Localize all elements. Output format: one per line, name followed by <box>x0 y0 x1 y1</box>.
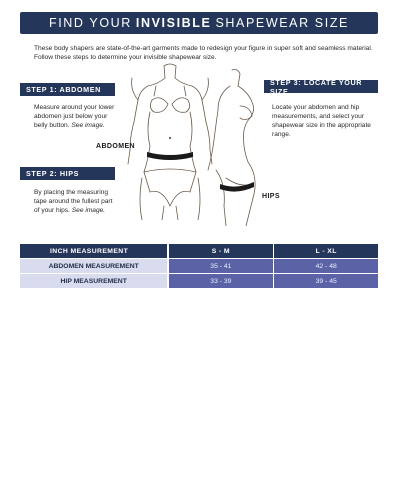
cell-hip-l-xl: 39 - 45 <box>274 274 378 288</box>
step-3-label: STEP 3: LOCATE YOUR SIZE <box>264 80 378 93</box>
side-body-illustration <box>196 66 276 226</box>
title-strong: INVISIBLE <box>135 16 212 30</box>
row-label-hip: HIP MEASUREMENT <box>20 274 167 288</box>
title-banner <box>20 12 378 34</box>
cell-abdomen-s-m: 35 - 41 <box>169 259 272 273</box>
step-2-note: See image. <box>71 207 106 214</box>
table-row <box>20 259 378 273</box>
hips-figure-label: HIPS <box>262 193 280 200</box>
title-lead: FIND YOUR <box>48 16 132 30</box>
step-3-body: Locate your abdomen and hip measurements, and select your shapewear size in the appropriate range. <box>272 104 371 138</box>
step-2-label: STEP 2: HIPS <box>20 167 115 180</box>
table-row <box>20 274 378 288</box>
header-l-xl: L - XL <box>274 244 378 258</box>
step-3-text <box>272 103 372 139</box>
header-inch-measurement: INCH MEASUREMENT <box>20 244 167 258</box>
row-label-abdomen: ABDOMEN MEASUREMENT <box>20 259 167 273</box>
title-tail: SHAPEWEAR SIZE <box>215 16 349 30</box>
abdomen-figure-label: ABDOMEN <box>96 143 135 150</box>
step-1-note: See image. <box>71 122 105 129</box>
cell-hip-s-m: 33 - 39 <box>169 274 272 288</box>
header-s-m: S - M <box>169 244 272 258</box>
step-1-text <box>34 103 116 130</box>
step-2-text <box>34 188 118 215</box>
cell-abdomen-l-xl: 42 - 48 <box>274 259 378 273</box>
step-2-body: By placing the measuring tape around the fullest part of your hips. <box>34 189 113 214</box>
step-1-label: STEP 1: ABDOMEN <box>20 83 115 96</box>
intro-text: These body shapers are state-of-the-art garments made to redesign your figure in super soft and seamless material. Follow these steps to determine your invisible shapewear size. <box>34 45 373 61</box>
size-table <box>20 243 378 289</box>
table-header-row <box>20 244 378 258</box>
step-1-body: Measure around your lower abdomen just below your belly button. <box>34 104 115 129</box>
